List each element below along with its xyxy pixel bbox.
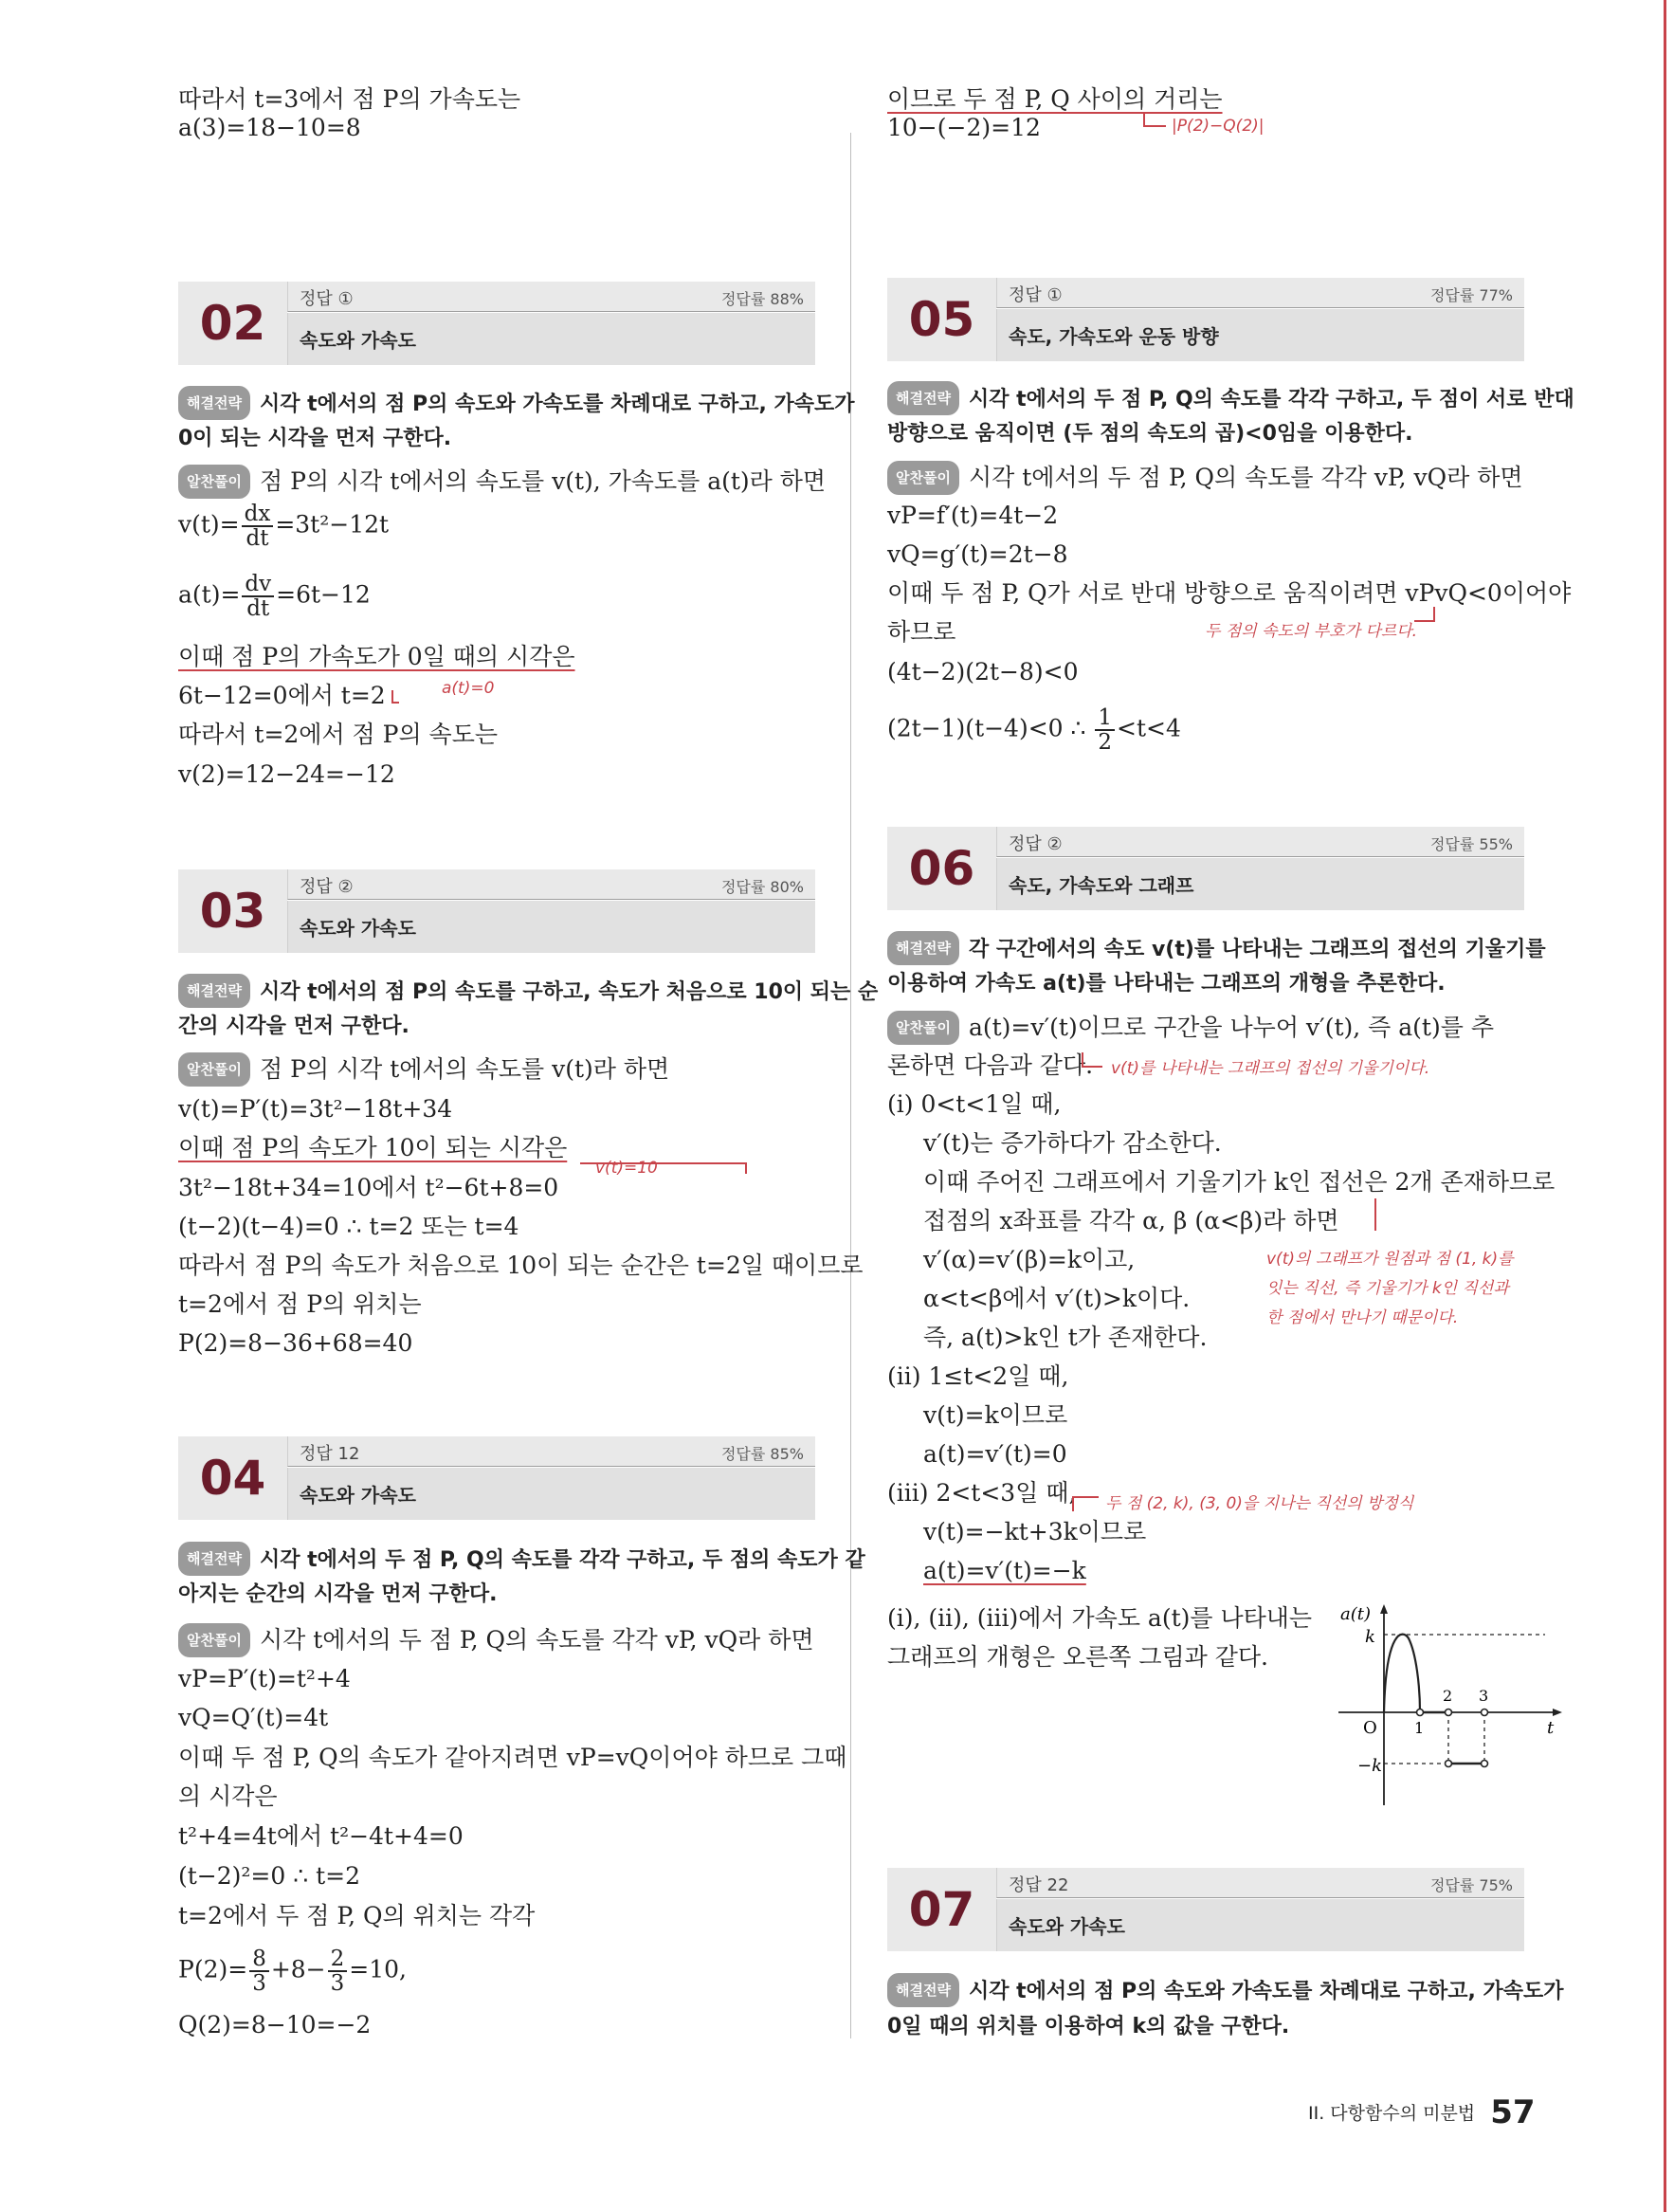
strategy-line: 0이 되는 시각을 먼저 구한다.	[178, 427, 452, 450]
text-line: vQ=Q′(t)=4t	[178, 1704, 329, 1731]
annotation-arrow	[1143, 114, 1166, 127]
topic: 속도, 가속도와 그래프	[1009, 874, 1194, 897]
curve	[1384, 1635, 1420, 1712]
accuracy-rate: 정답률 77%	[1429, 286, 1513, 304]
text-line: Q(2)=8−10=−2	[178, 2011, 372, 2038]
problem-header-02	[178, 282, 815, 365]
text-line: a(t)=v′(t)=0	[923, 1440, 1067, 1468]
strategy-line: 0일 때의 위치를 이용하여 k의 값을 구한다.	[887, 2015, 1290, 2038]
annotation: |P(2)−Q(2)|	[1172, 117, 1265, 136]
text-line: t=2에서 두 점 P, Q의 위치는 각각	[178, 1902, 536, 1929]
solution-line: 알찬풀이 점 P의 시각 t에서의 속도를 v(t)라 하면	[178, 1052, 669, 1087]
accuracy-rate: 정답률 85%	[720, 1445, 804, 1463]
answer: 정답 22	[1009, 1875, 1069, 1895]
negk-label: −k	[1357, 1756, 1382, 1776]
problem-header-06	[887, 827, 1524, 910]
text-line: 따라서 t=2에서 점 P의 속도는	[178, 721, 499, 748]
strategy-tag: 해결전략	[887, 1973, 959, 2007]
text-line: v(2)=12−24=−12	[178, 760, 395, 788]
case-3: (iii) 2<t<3일 때,	[887, 1479, 1077, 1507]
strategy-tag: 해결전략	[178, 1542, 250, 1576]
tick-2: 2	[1443, 1687, 1453, 1705]
problem-number: 07	[908, 1882, 975, 1937]
accuracy-rate: 정답률 75%	[1429, 1876, 1513, 1894]
text-line: vP=f′(t)=4t−2	[887, 502, 1059, 529]
text-line: vP=P′(t)=t²+4	[178, 1665, 351, 1692]
strategy-line: 해결전략 시각 t에서의 두 점 P, Q의 속도를 각각 구하고, 두 점의 속도가 같	[178, 1542, 865, 1577]
strategy-line: 해결전략 각 구간에서의 속도 v(t)를 나타내는 그래프의 접선의 기울기를	[887, 931, 1546, 966]
k-label: k	[1365, 1627, 1375, 1647]
text-line: 이때 주어진 그래프에서 기울기가 k인 접선은 2개 존재하므로	[923, 1168, 1556, 1196]
inequality-result: (2t−1)(t−4)<0 ∴ $\frac{1}{2}$ <t<4	[887, 705, 1181, 755]
text-line: a(t)=v′(t)=−k	[923, 1557, 1086, 1584]
equation-v: v(t)= $\frac{dx}{dt}$ =3t²−12t	[178, 502, 390, 551]
text-line: 이므로 두 점 P, Q 사이의 거리는	[887, 85, 1223, 113]
strategy-line: 방향으로 움직이면 (두 점의 속도의 곱)<0임을 이용한다.	[887, 422, 1413, 446]
text-line: 3t²−18t+34=10에서 t²−6t+8=0	[178, 1174, 559, 1201]
annotation: 두 점 (2, k), (3, 0)을 지나는 직선의 방정식	[1105, 1494, 1414, 1513]
answer: 정답 ②	[1009, 834, 1063, 854]
annotation-arrow	[1414, 607, 1435, 622]
text-line: 6t−12=0에서 t=2	[178, 682, 386, 709]
strategy-tag: 해결전략	[178, 974, 250, 1008]
text-line: 이때 두 점 P, Q의 속도가 같아지려면 vP=vQ이어야 하므로 그때	[178, 1744, 847, 1771]
tick-1: 1	[1414, 1719, 1425, 1737]
equation-p2: P(2)= $\frac{8}{3}$ +8− $\frac{2}{3}$ =10,	[178, 1947, 407, 1996]
chapter-title: II. 다항함수의 미분법	[1308, 2103, 1476, 2124]
topic: 속도와 가속도	[300, 917, 416, 940]
problem-number: 06	[908, 841, 975, 896]
text-line: a(3)=18−10=8	[178, 114, 361, 141]
topic: 속도와 가속도	[1009, 1915, 1125, 1938]
annotation-arrow	[1072, 1496, 1099, 1511]
problem-header-03	[178, 869, 815, 953]
strategy-tag: 해결전략	[887, 381, 959, 415]
solution-line: 알찬풀이 시각 t에서의 두 점 P, Q의 속도를 각각 vP, vQ라 하면	[887, 461, 1523, 495]
solution-line: 알찬풀이 a(t)=v′(t)이므로 구간을 나누어 v′(t), 즉 a(t)를 추	[887, 1011, 1494, 1045]
solution-tag: 알찬풀이	[178, 1623, 250, 1657]
acceleration-graph	[1329, 1600, 1566, 1809]
strategy-line: 아지는 순간의 시각을 먼저 구한다.	[178, 1582, 498, 1606]
annotation: 잇는 직선, 즉 기울기가 k인 직선과	[1266, 1279, 1509, 1298]
strategy-line: 이용하여 가속도 a(t)를 나타내는 그래프의 개형을 추론한다.	[887, 972, 1446, 996]
solution-tag: 알찬풀이	[178, 465, 250, 499]
solution-line: 알찬풀이 시각 t에서의 두 점 P, Q의 속도를 각각 vP, vQ라 하면	[178, 1623, 814, 1657]
annotation: 한 점에서 만나기 때문이다.	[1266, 1308, 1459, 1327]
equation-a: a(t)= $\frac{dv}{dt}$ =6t−12	[178, 572, 371, 621]
text-line: 이때 점 P의 가속도가 0일 때의 시각은	[178, 643, 575, 670]
text-line: vQ=g′(t)=2t−8	[887, 540, 1068, 568]
answer: 정답 ①	[1009, 285, 1063, 305]
origin-label: O	[1363, 1718, 1377, 1738]
text-line: v′(α)=v′(β)=k이고,	[923, 1246, 1136, 1273]
answer: 정답 ①	[300, 289, 354, 309]
page-footer	[1308, 2093, 1536, 2131]
x-axis-label: t	[1547, 1718, 1555, 1738]
text-line: (i), (ii), (iii)에서 가속도 a(t)를 나타내는	[887, 1604, 1313, 1632]
annotation-arrow	[1374, 1198, 1376, 1231]
strategy-line: 해결전략 시각 t에서의 점 P의 속도를 구하고, 속도가 처음으로 10이 되는 순	[178, 974, 878, 1009]
problem-number: 02	[199, 296, 266, 351]
problem-number: 03	[199, 884, 266, 939]
accuracy-rate: 정답률 80%	[720, 878, 804, 896]
text-line: 10−(−2)=12	[887, 114, 1041, 141]
text-line: 론하면 다음과 같다.	[887, 1051, 1094, 1079]
solution-line: 알찬풀이 점 P의 시각 t에서의 속도를 v(t), 가속도를 a(t)라 하면	[178, 465, 826, 499]
text-line: t²+4=4t에서 t²−4t+4=0	[178, 1822, 464, 1850]
text-line: (t−2)²=0 ∴ t=2	[178, 1862, 360, 1890]
text-line: (4t−2)(2t−8)<0	[887, 658, 1079, 686]
annotation: v(t)의 그래프가 원점과 점 (1, k)를	[1266, 1250, 1514, 1269]
answer: 정답 ②	[300, 877, 354, 897]
annotation: a(t)=0	[442, 679, 495, 698]
text-line: P(2)=8−36+68=40	[178, 1329, 413, 1357]
page-number: 57	[1490, 2093, 1536, 2131]
case-1: (i) 0<t<1일 때,	[887, 1090, 1062, 1118]
accuracy-rate: 정답률 88%	[720, 290, 804, 308]
tick-3: 3	[1479, 1687, 1489, 1705]
problem-header-05	[887, 278, 1524, 361]
strategy-line: 해결전략 시각 t에서의 두 점 P, Q의 속도를 각각 구하고, 두 점이 서로 반대	[887, 381, 1574, 416]
text-line: 이때 두 점 P, Q가 서로 반대 방향으로 움직이려면 vPvQ<0이어야	[887, 579, 1572, 607]
annotation: 두 점의 속도의 부호가 다르다.	[1205, 622, 1418, 641]
text-line: 따라서 점 P의 속도가 처음으로 10이 되는 순간은 t=2일 때이므로	[178, 1252, 864, 1279]
text-line: 의 시각은	[178, 1782, 278, 1810]
text-line: (t−2)(t−4)=0 ∴ t=2 또는 t=4	[178, 1213, 519, 1240]
text-line: 접점의 x좌표를 각각 α, β (α<β)라 하면	[923, 1207, 1339, 1234]
annotation: v(t)=10	[595, 1159, 658, 1178]
annotation: v(t)를 나타내는 그래프의 접선의 기울기이다.	[1111, 1059, 1430, 1078]
problem-header-07	[887, 1868, 1524, 1951]
text-line: v(t)=P′(t)=3t²−18t+34	[178, 1095, 453, 1123]
answer: 정답 12	[300, 1444, 360, 1464]
solution-tag: 알찬풀이	[887, 1011, 959, 1045]
text-line: α<t<β에서 v′(t)>k이다.	[923, 1285, 1191, 1312]
topic: 속도와 가속도	[300, 1484, 416, 1507]
problem-header-04	[178, 1436, 815, 1520]
text-line: t=2에서 점 P의 위치는	[178, 1290, 422, 1318]
text-line: 하므로	[887, 618, 956, 646]
accuracy-rate: 정답률 55%	[1429, 835, 1513, 853]
text-line: 그래프의 개형은 오른쪽 그림과 같다.	[887, 1643, 1268, 1671]
solution-tag: 알찬풀이	[178, 1052, 250, 1087]
strategy-tag: 해결전략	[887, 931, 959, 965]
y-axis-label: a(t)	[1340, 1604, 1372, 1624]
strategy-line: 간의 시각을 먼저 구한다.	[178, 1015, 409, 1038]
annotation-arrow	[1082, 1052, 1102, 1068]
topic: 속도와 가속도	[300, 329, 416, 352]
problem-number: 04	[199, 1451, 266, 1506]
annotation-arrow	[391, 690, 399, 704]
text-line: v(t)=k이므로	[923, 1401, 1068, 1429]
text-line: 즉, a(t)>k인 t가 존재한다.	[923, 1324, 1208, 1351]
text-line: 따라서 t=3에서 점 P의 가속도는	[178, 85, 521, 113]
problem-number: 05	[908, 292, 975, 347]
strategy-tag: 해결전략	[178, 386, 250, 420]
strategy-line: 해결전략 시각 t에서의 점 P의 속도와 가속도를 차례대로 구하고, 가속도가	[887, 1973, 1564, 2008]
solution-tag: 알찬풀이	[887, 461, 959, 495]
text-line: 이때 점 P의 속도가 10이 되는 시각은	[178, 1134, 568, 1161]
text-line: v(t)=−kt+3k이므로	[923, 1518, 1147, 1545]
case-2: (ii) 1≤t<2일 때,	[887, 1362, 1069, 1390]
strategy-line: 해결전략 시각 t에서의 점 P의 속도와 가속도를 차례대로 구하고, 가속도가	[178, 386, 855, 421]
text-line: v′(t)는 증가하다가 감소한다.	[923, 1129, 1222, 1157]
page-edge-rule	[1664, 0, 1666, 2212]
topic: 속도, 가속도와 운동 방향	[1009, 325, 1219, 348]
